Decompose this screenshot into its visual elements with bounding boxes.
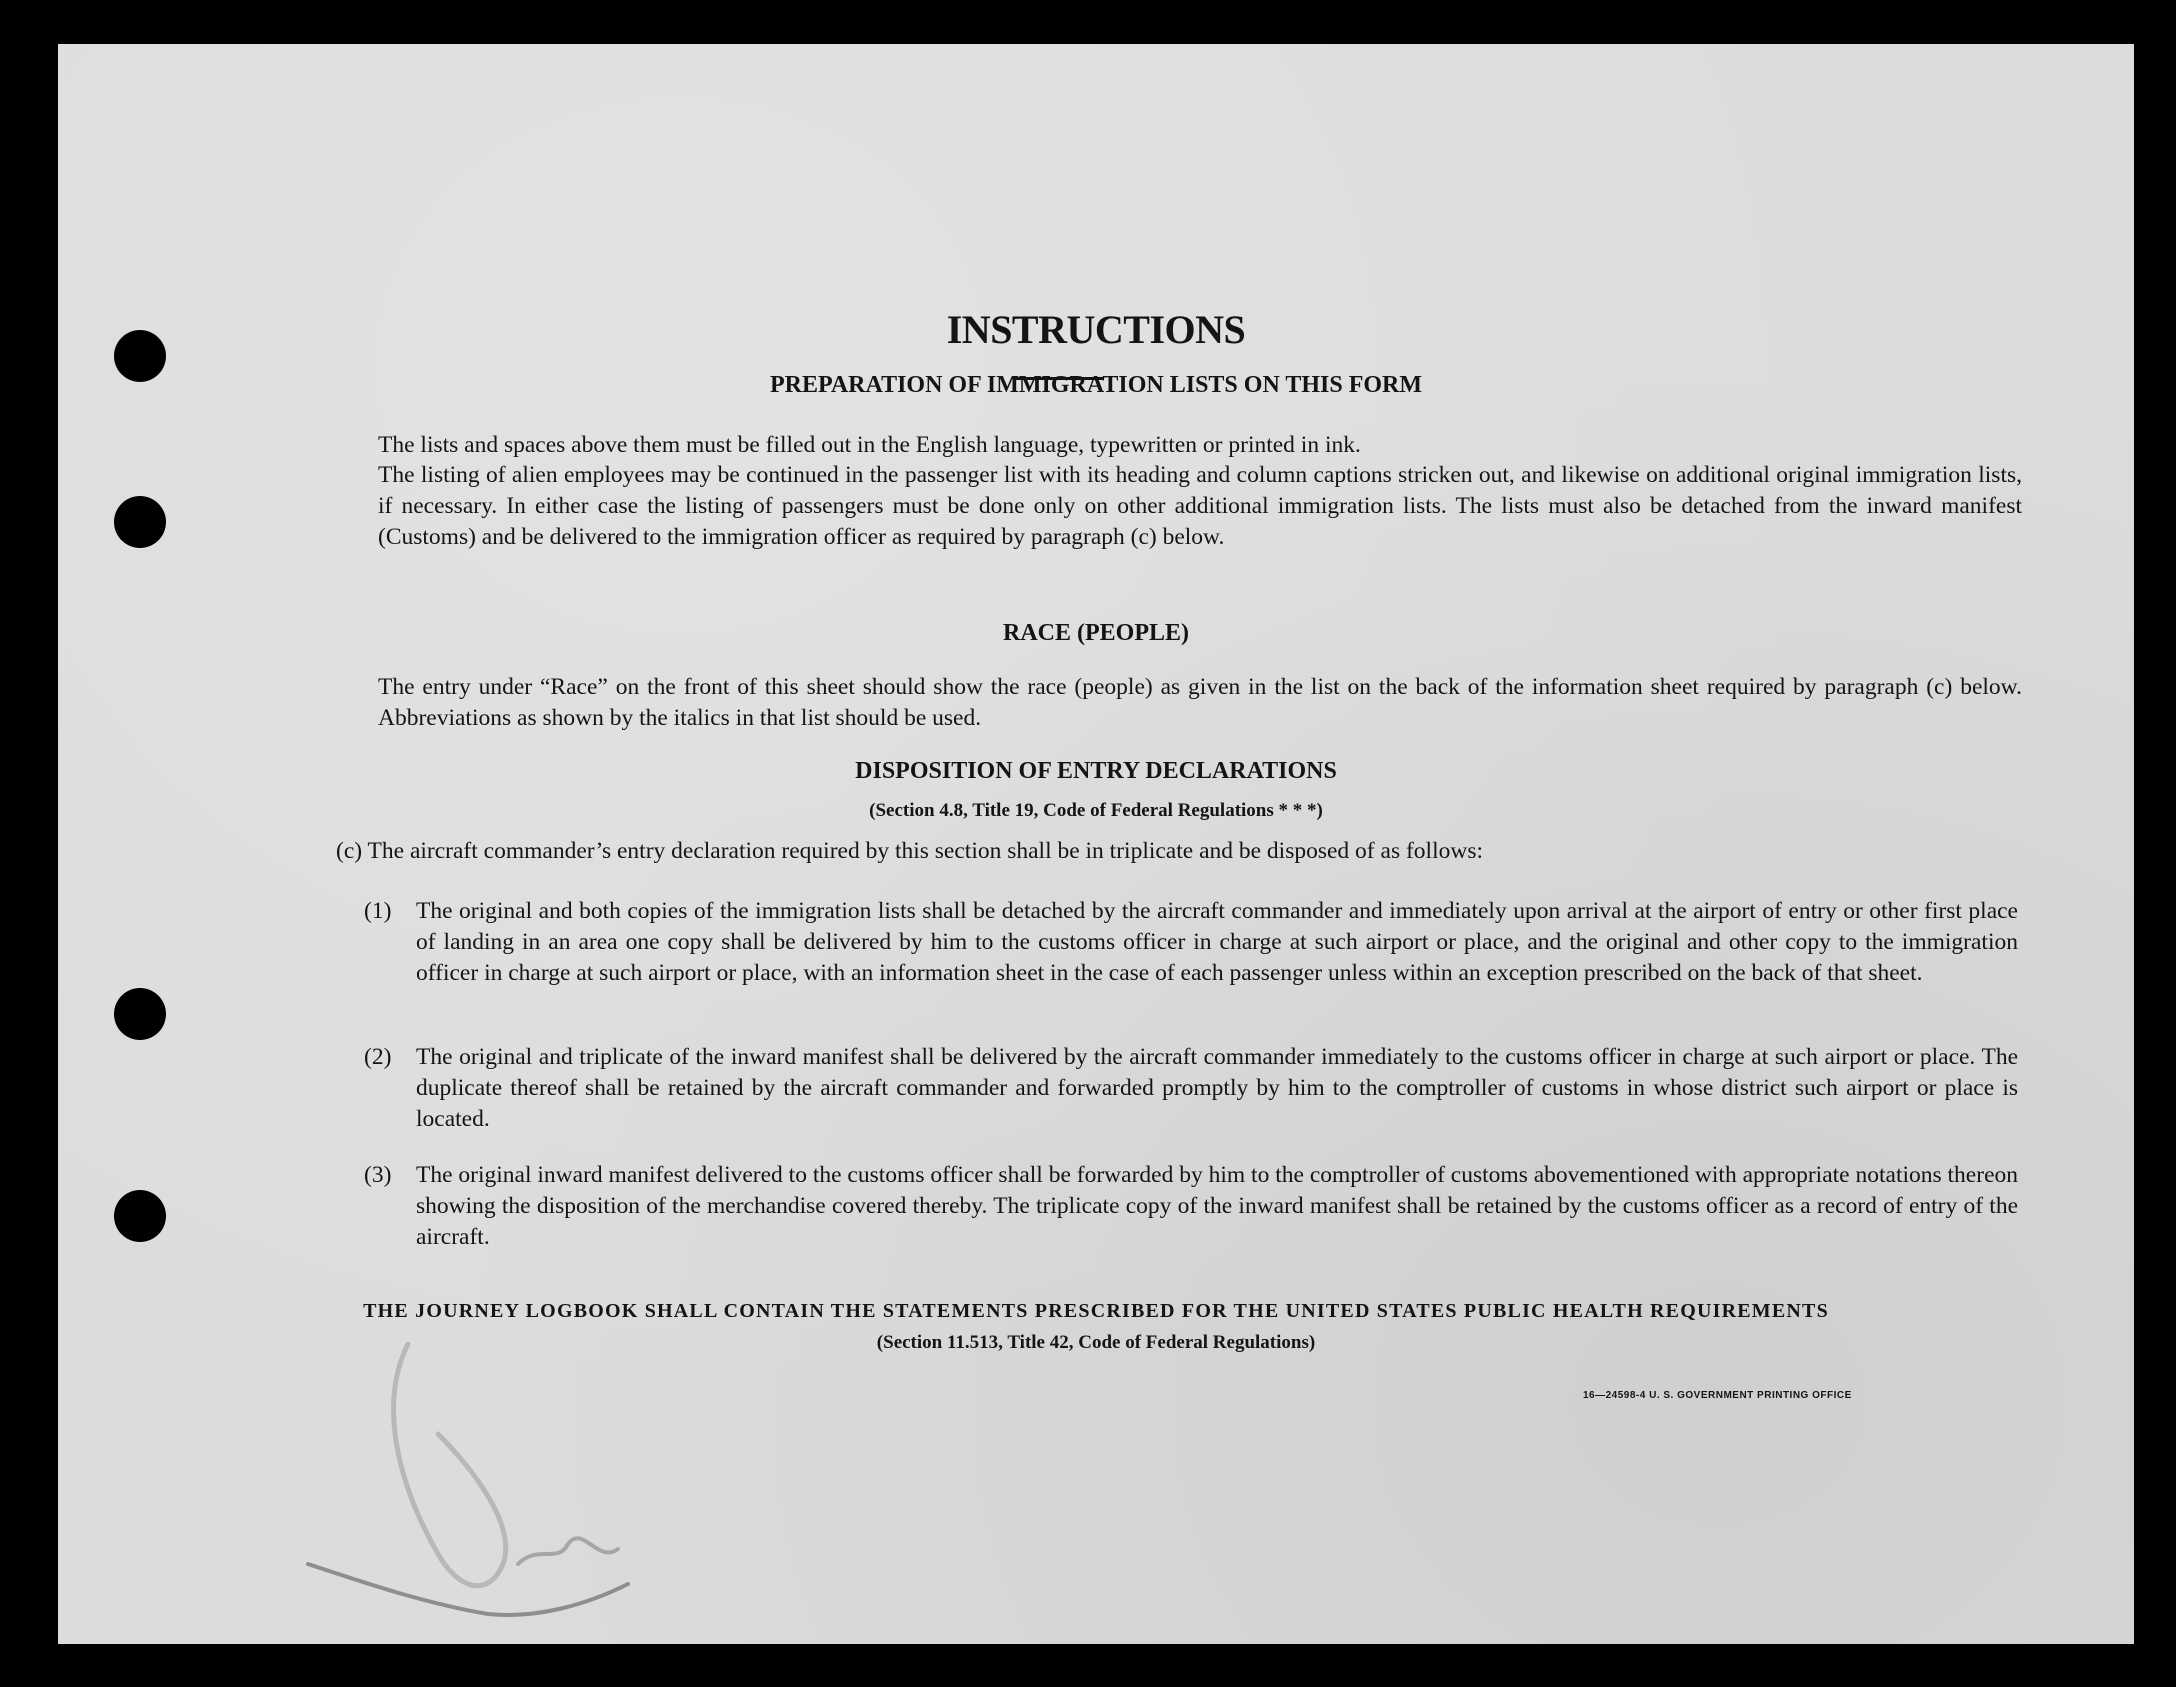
item-number: (3) xyxy=(364,1162,392,1188)
page-title: INSTRUCTIONS xyxy=(946,307,1246,352)
document-page xyxy=(58,44,2134,1644)
item-number: (1) xyxy=(364,898,392,924)
disposition-intro-text: (c) The aircraft commander’s entry declaration required by this section shall be in triplicate and be disposed of as follows: xyxy=(336,838,1483,864)
race-paragraph-text: The entry under “Race” on the front of this sheet should show the race (people) as given in the list on the back of the information sheet required by paragraph (c) below. Abbreviations as shown by the italics in that list should be used. xyxy=(378,674,2022,731)
disposition-item-2 xyxy=(364,1042,2018,1142)
race-paragraph xyxy=(322,672,2022,734)
footer-statement: THE JOURNEY LOGBOOK SHALL CONTAIN THE STATEMENTS PRESCRIBED FOR THE UNITED STATES PUBLIC HEALTH REQUIREMENTS xyxy=(363,1300,1829,1322)
preparation-paragraph-1-text: The lists and spaces above them must be filled out in the English language, typewritten or printed in ink. xyxy=(378,432,1361,458)
disposition-item-1 xyxy=(364,896,2018,996)
preparation-heading: PREPARATION OF IMMIGRATION LISTS ON THIS FORM xyxy=(769,372,1423,398)
binder-hole-3 xyxy=(114,988,166,1040)
binder-hole-2 xyxy=(114,496,166,548)
item-text: The original and triplicate of the inward manifest shall be delivered by the aircraft commander immediately to the customs officer in charge at such airport or place. The duplicate thereof shall be retained by the aircraft commander and forwarded promptly by him to the comptroller of customs in whose district such airport or place is located. xyxy=(416,1044,2018,1132)
handwritten-signature xyxy=(288,1314,648,1634)
disposition-heading: DISPOSITION OF ENTRY DECLARATIONS xyxy=(855,758,1337,784)
binder-hole-4 xyxy=(114,1190,166,1242)
disposition-citation: (Section 4.8, Title 19, Code of Federal Regulations * * *) xyxy=(869,800,1323,821)
preparation-paragraph-1 xyxy=(322,430,2022,461)
disposition-item-3 xyxy=(364,1160,2018,1260)
item-text: The original inward manifest delivered to the customs officer shall be forwarded by him to the comptroller of customs abovementioned with appropriate notations thereon showing the disposition of the merchandise covered thereby. The triplicate copy of the inward manifest shall be retained by the customs officer as a record of entry of the aircraft. xyxy=(416,1162,2018,1250)
preparation-paragraph-2 xyxy=(322,460,2022,553)
printer-imprint: 16—24598-4 U. S. GOVERNMENT PRINTING OFFICE xyxy=(1583,1390,1852,1401)
race-heading: RACE (PEOPLE) xyxy=(1003,620,1189,646)
item-text: The original and both copies of the immigration lists shall be detached by the aircraft commander and immediately upon arrival at the airport of entry or other first place of landing in an area one copy shall be delivered by him to the customs officer in charge at such airport or place, and the original and other copy to the immigration officer in charge at such airport or place, with an information sheet in the case of each passenger unless within an exception prescribed on the back of that sheet. xyxy=(416,898,2018,986)
disposition-intro xyxy=(322,836,2022,867)
item-number: (2) xyxy=(364,1044,392,1070)
footer-citation: (Section 11.513, Title 42, Code of Federal Regulations) xyxy=(876,1332,1316,1353)
preparation-paragraph-2-text: The listing of alien employees may be continued in the passenger list with its heading and column captions stricken out, and likewise on additional original immigration lists, if necessary. In either case the listing of passengers must be done only on other additional immigration lists. The lists must also be detached from the inward manifest (Customs) and be delivered to the immigration officer as required by paragraph (c) below. xyxy=(378,462,2022,550)
